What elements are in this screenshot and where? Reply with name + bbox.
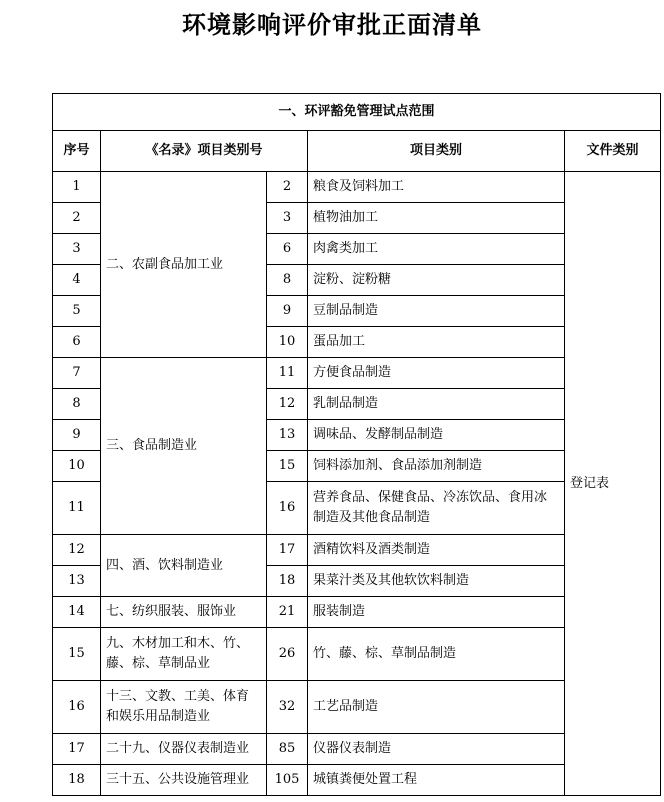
seq-cell: 8 (53, 389, 101, 420)
approval-list-table (52, 93, 661, 796)
category-cell: 工艺品制造 (308, 681, 565, 734)
industry-cell: 十三、文教、工美、体育和娱乐用品制造业 (101, 681, 267, 734)
category-cell: 城镇粪便处置工程 (308, 765, 565, 796)
category-cell: 植物油加工 (308, 203, 565, 234)
code-cell: 17 (267, 535, 308, 566)
code-cell: 18 (267, 566, 308, 597)
seq-cell: 3 (53, 234, 101, 265)
category-cell: 饲料添加剂、食品添加剂制造 (308, 451, 565, 482)
category-cell: 果菜汁类及其他软饮料制造 (308, 566, 565, 597)
category-cell: 营养食品、保健食品、冷冻饮品、食用冰制造及其他食品制造 (308, 482, 565, 535)
seq-cell: 17 (53, 734, 101, 765)
code-cell: 15 (267, 451, 308, 482)
seq-cell: 1 (53, 172, 101, 203)
category-cell: 淀粉、淀粉糖 (308, 265, 565, 296)
code-cell: 9 (267, 296, 308, 327)
industry-cell: 九、木材加工和木、竹、藤、棕、草制品业 (101, 628, 267, 681)
seq-cell: 15 (53, 628, 101, 681)
seq-cell: 16 (53, 681, 101, 734)
seq-cell: 2 (53, 203, 101, 234)
category-cell: 乳制品制造 (308, 389, 565, 420)
file-type-cell: 登记表 (565, 172, 661, 796)
seq-cell: 12 (53, 535, 101, 566)
category-cell: 豆制品制造 (308, 296, 565, 327)
column-header-row (53, 131, 661, 172)
category-cell: 仪器仪表制造 (308, 734, 565, 765)
code-cell: 16 (267, 482, 308, 535)
section-header-row (53, 94, 661, 131)
seq-cell: 7 (53, 358, 101, 389)
seq-cell: 9 (53, 420, 101, 451)
seq-cell: 18 (53, 765, 101, 796)
industry-cell: 三、食品制造业 (101, 358, 267, 535)
header-file-type: 文件类别 (565, 131, 661, 172)
seq-cell: 4 (53, 265, 101, 296)
seq-cell: 11 (53, 482, 101, 535)
code-cell: 13 (267, 420, 308, 451)
category-cell: 粮食及饲料加工 (308, 172, 565, 203)
category-cell: 服装制造 (308, 597, 565, 628)
header-seq: 序号 (53, 131, 101, 172)
section-title: 一、环评豁免管理试点范围 (53, 94, 661, 131)
industry-cell: 二十九、仪器仪表制造业 (101, 734, 267, 765)
code-cell: 21 (267, 597, 308, 628)
industry-cell: 七、纺织服装、服饰业 (101, 597, 267, 628)
category-cell: 调味品、发酵制品制造 (308, 420, 565, 451)
code-cell: 3 (267, 203, 308, 234)
code-cell: 10 (267, 327, 308, 358)
page-title: 环境影响评价审批正面清单 (182, 11, 482, 39)
code-cell: 12 (267, 389, 308, 420)
category-cell: 方便食品制造 (308, 358, 565, 389)
header-category: 项目类别 (308, 131, 565, 172)
code-cell: 26 (267, 628, 308, 681)
header-catalog: 《名录》项目类别号 (101, 131, 308, 172)
code-cell: 8 (267, 265, 308, 296)
category-cell: 竹、藤、棕、草制品制造 (308, 628, 565, 681)
industry-cell: 二、农副食品加工业 (101, 172, 267, 358)
seq-cell: 6 (53, 327, 101, 358)
code-cell: 105 (267, 765, 308, 796)
category-cell: 肉禽类加工 (308, 234, 565, 265)
seq-cell: 13 (53, 566, 101, 597)
code-cell: 85 (267, 734, 308, 765)
code-cell: 11 (267, 358, 308, 389)
seq-cell: 14 (53, 597, 101, 628)
table-row (53, 172, 661, 203)
industry-cell: 三十五、公共设施管理业 (101, 765, 267, 796)
code-cell: 2 (267, 172, 308, 203)
seq-cell: 5 (53, 296, 101, 327)
code-cell: 6 (267, 234, 308, 265)
category-cell: 酒精饮料及酒类制造 (308, 535, 565, 566)
category-cell: 蛋品加工 (308, 327, 565, 358)
seq-cell: 10 (53, 451, 101, 482)
code-cell: 32 (267, 681, 308, 734)
industry-cell: 四、酒、饮料制造业 (101, 535, 267, 597)
